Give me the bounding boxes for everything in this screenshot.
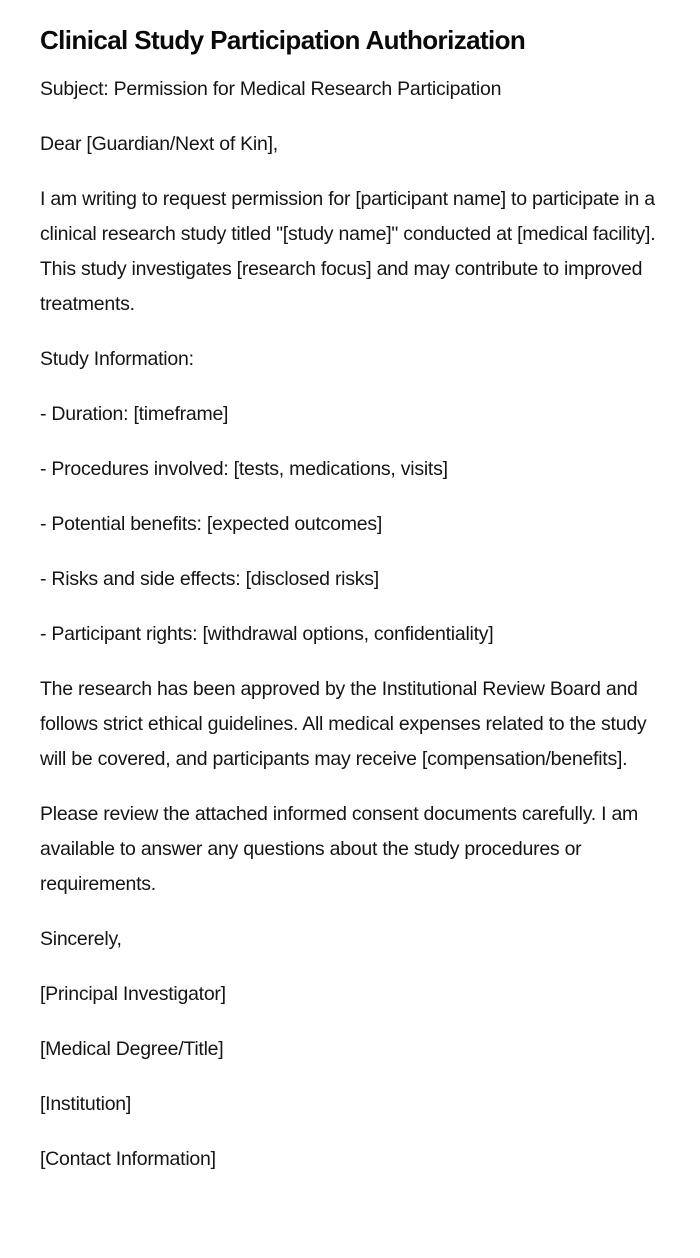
study-info-list: [40, 397, 660, 652]
study-info-item-benefits: - Potential benefits: [expected outcomes]: [40, 513, 383, 535]
signature-title: [Medical Degree/Title]: [40, 1038, 224, 1060]
salutation: Dear [Guardian/Next of Kin],: [40, 133, 278, 155]
study-info-item-rights: - Participant rights: [withdrawal options, confidentiality]: [40, 623, 494, 645]
study-info-heading: Study Information:: [40, 348, 194, 370]
signature-name: [Principal Investigator]: [40, 983, 226, 1005]
approval-paragraph: The research has been approved by the Institutional Review Board and follows strict ethical guidelines. All medical expenses related to the study will be covered, and participants may receive [compensation/benefits].: [40, 678, 647, 770]
document-title: Clinical Study Participation Authorization: [40, 25, 526, 55]
signature-institution: [Institution]: [40, 1093, 132, 1115]
signature-block: [40, 977, 660, 1177]
study-info-item-procedures: - Procedures involved: [tests, medications, visits]: [40, 458, 448, 480]
study-info-item-risks: - Risks and side effects: [disclosed risks]: [40, 568, 379, 590]
review-paragraph: Please review the attached informed consent documents carefully. I am available to answer any questions about the study procedures or requirements.: [40, 803, 639, 895]
signature-contact: [Contact Information]: [40, 1148, 216, 1170]
subject-line: Subject: Permission for Medical Research Participation: [40, 78, 502, 100]
intro-paragraph: I am writing to request permission for [participant name] to participate in a clinical research study titled "[study name]" conducted at [medical facility]. This study investigates [research focus] and may contribute to improved treatments.: [40, 188, 656, 315]
closing: Sincerely,: [40, 928, 122, 950]
study-info-item-duration: - Duration: [timeframe]: [40, 403, 229, 425]
